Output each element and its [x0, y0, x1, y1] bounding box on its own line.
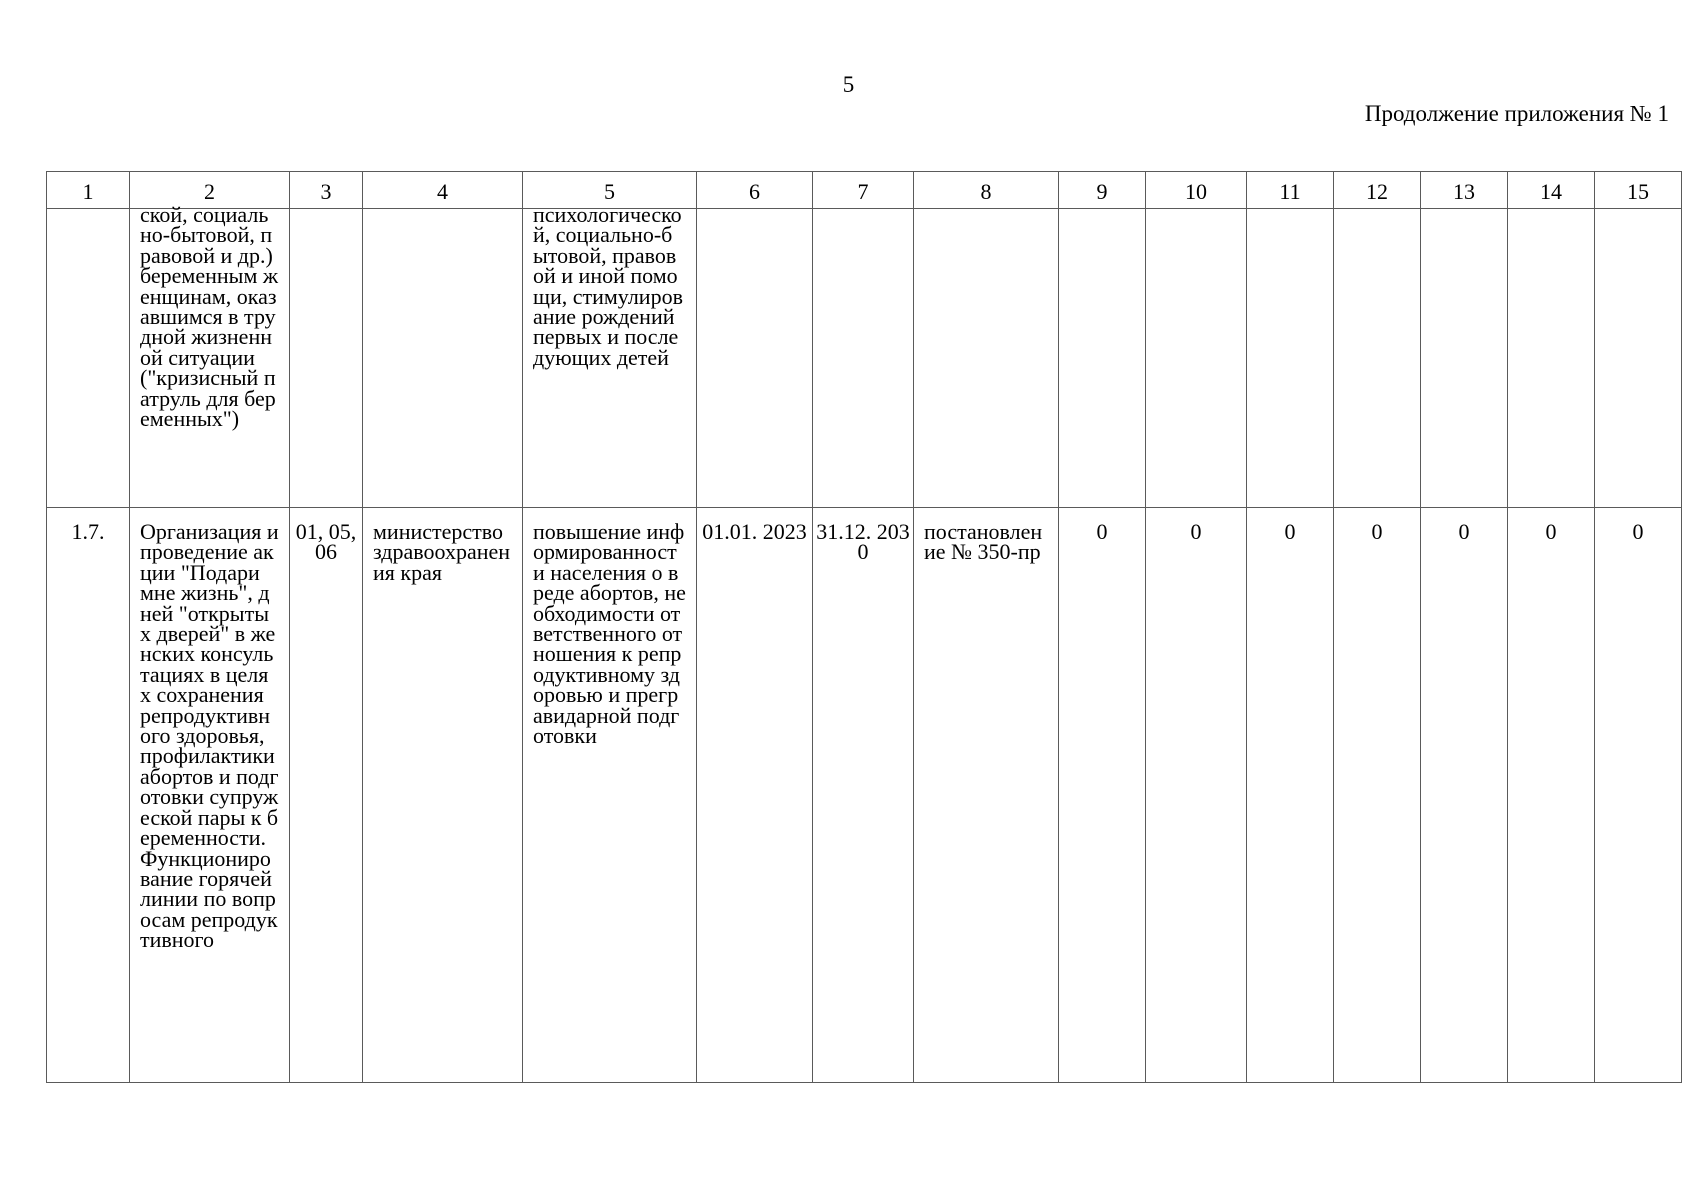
- continued-result-text: психологической, социально-бытовой, правовой и иной помощи, стимулирование рождений первых и последующих детей: [533, 202, 683, 370]
- measure-codes: 01, 05, 06: [295, 519, 357, 565]
- value-cell: 0: [1190, 519, 1202, 544]
- column-header: 12: [1334, 172, 1421, 209]
- column-header: 10: [1146, 172, 1247, 209]
- table-cell: [914, 209, 1059, 508]
- start-date: 01.01. 2023: [702, 519, 807, 544]
- table-cell: [697, 209, 813, 508]
- column-header: 2: [130, 172, 290, 209]
- column-header: 14: [1508, 172, 1595, 209]
- row-number: 1.7.: [71, 519, 105, 544]
- column-header: 5: [523, 172, 697, 209]
- executor: министерство здравоохранения края: [373, 519, 511, 585]
- expected-result: повышение информированности населения о вреде абортов, необходимости ответственного отношения к репродуктивному здоровью и прегравидарной подготовки: [533, 519, 686, 749]
- table-cell: [813, 209, 914, 508]
- table-cell: [1508, 209, 1595, 508]
- value-cell: 0: [1458, 519, 1470, 544]
- table-cell: [1146, 508, 1247, 1083]
- table-cell: [1421, 508, 1508, 1083]
- table-cell: [1595, 508, 1682, 1083]
- table-cell: [130, 508, 290, 1083]
- value-cell: 0: [1371, 519, 1383, 544]
- table-cell: [523, 508, 697, 1083]
- table-cell: [697, 508, 813, 1083]
- program-table: [46, 171, 1682, 1083]
- table-cell: [1508, 508, 1595, 1083]
- column-header: 13: [1421, 172, 1508, 209]
- column-header: 15: [1595, 172, 1682, 209]
- table-row-1-7: [47, 508, 1682, 1083]
- table-cell: [1421, 209, 1508, 508]
- table-cell: [363, 508, 523, 1083]
- column-number-row: [47, 172, 1682, 209]
- appendix-note: Продолжение приложения № 1: [1364, 101, 1669, 126]
- value-cell: 0: [1096, 519, 1108, 544]
- page-number: 5: [842, 72, 855, 97]
- legal-basis: постановление № 350-пр: [924, 519, 1043, 565]
- column-header: 7: [813, 172, 914, 209]
- table-cell: [47, 209, 130, 508]
- table-cell: [813, 508, 914, 1083]
- table-cell: [130, 202, 290, 508]
- value-cell: 0: [1632, 519, 1644, 544]
- table-cell: [1247, 508, 1334, 1083]
- table-cell: [1595, 209, 1682, 508]
- end-date: 31.12. 2030: [816, 519, 910, 565]
- column-header: 6: [697, 172, 813, 209]
- table-cell: [290, 508, 363, 1083]
- table-cell: [1059, 209, 1146, 508]
- value-cell: 0: [1284, 519, 1296, 544]
- table-cell: [363, 209, 523, 508]
- table-cell: [914, 508, 1059, 1083]
- column-header: 4: [363, 172, 523, 209]
- value-cell: 0: [1545, 519, 1557, 544]
- continued-name-text: ской, социально-бытовой, правовой и др.) беременным женщинам, оказавшимся в трудной жизненной ситуации ("кризисный патруль для беременных"): [140, 202, 279, 432]
- table-cell: [290, 209, 363, 508]
- table-cell: [523, 202, 697, 508]
- table-cell: [1146, 209, 1247, 508]
- column-header: 8: [914, 172, 1059, 209]
- table-cell: [1334, 508, 1421, 1083]
- column-header: 9: [1059, 172, 1146, 209]
- table-cell: [47, 508, 130, 1083]
- table-cell: [1247, 209, 1334, 508]
- table-cell: [1059, 508, 1146, 1083]
- column-header: 11: [1247, 172, 1334, 209]
- column-header: 1: [47, 172, 130, 209]
- table-cell: [1334, 209, 1421, 508]
- measure-name: Организация и проведение акции "Подари мне жизнь", дней "открытых дверей" в женских консультациях в целях сохранения репродуктивного здоровья, профилактики абортов и подготовки супружеской пары к беременности. Функционирование горячей линии по вопросам репродуктивного: [140, 519, 279, 953]
- table-row-continuation: [47, 209, 1682, 508]
- column-header: 3: [290, 172, 363, 209]
